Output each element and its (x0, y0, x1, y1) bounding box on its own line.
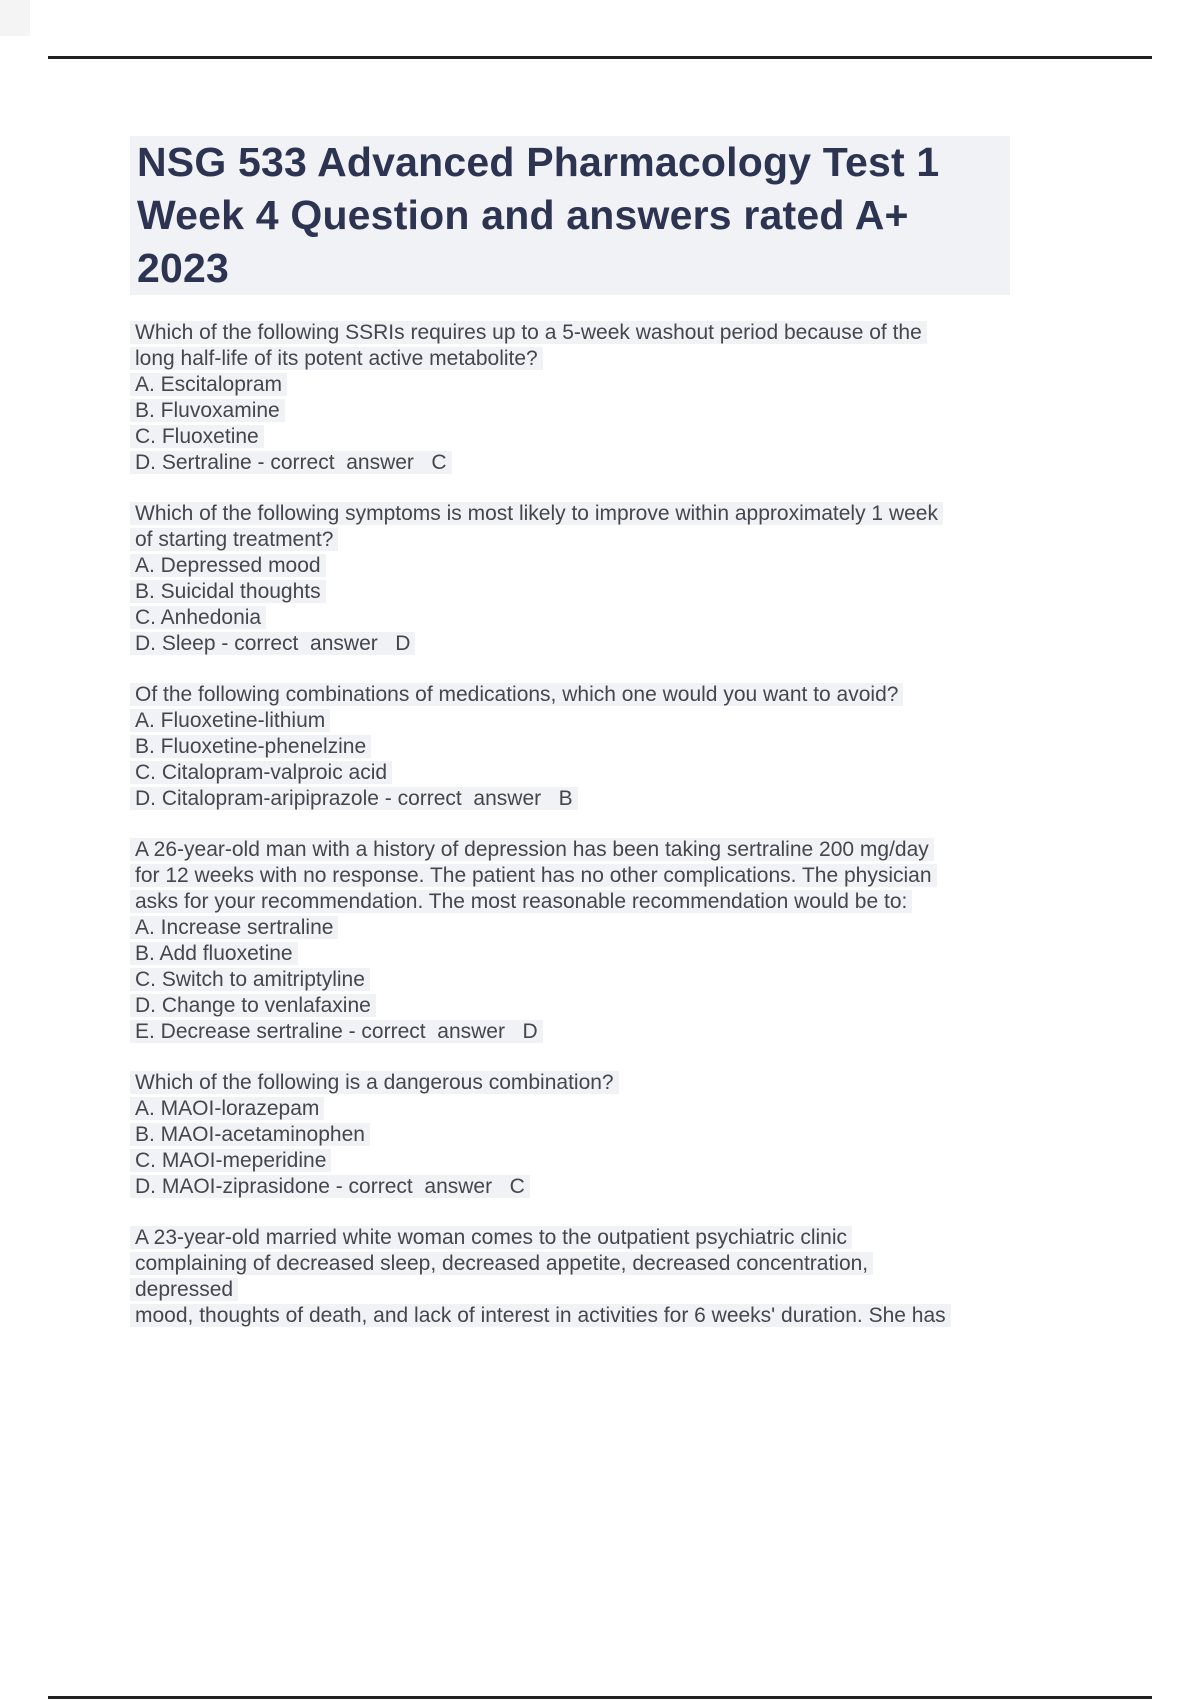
option-text: B. Suicidal thoughts (130, 580, 326, 603)
option-text: C. Citalopram-valproic acid (130, 761, 392, 784)
option-line (130, 967, 1090, 993)
question-text-line (130, 1070, 1090, 1096)
question-text: asks for your recommendation. The most reasonable recommendation would be to: (130, 890, 912, 913)
option-line (130, 424, 1090, 450)
option-text: A. Escitalopram (130, 373, 287, 396)
question-block-5 (130, 1070, 1090, 1200)
question-text: Which of the following SSRIs requires up to a 5-week washout period because of the (130, 321, 927, 344)
option-text: A. Depressed mood (130, 554, 326, 577)
answer-line (130, 1174, 1090, 1200)
page-title-line: NSG 533 Advanced Pharmacology Test 1 (137, 139, 940, 185)
option-line (130, 605, 1090, 631)
page-title-line: 2023 (137, 245, 230, 291)
answer-line (130, 631, 1090, 657)
question-text-line (130, 889, 1090, 915)
question-block-1 (130, 320, 1090, 476)
page-title-line: Week 4 Question and answers rated A+ (137, 192, 909, 238)
question-text: A 26-year-old man with a history of depression has been taking sertraline 200 mg/day (130, 838, 934, 861)
option-text: B. Add fluoxetine (130, 942, 298, 965)
question-text: Which of the following is a dangerous combination? (130, 1071, 619, 1094)
header-rule (48, 56, 1152, 59)
option-line (130, 1122, 1090, 1148)
page-corner-artifact (0, 0, 30, 36)
option-line (130, 1096, 1090, 1122)
option-text: B. Fluvoxamine (130, 399, 285, 422)
option-text: A. Increase sertraline (130, 916, 338, 939)
answer-text: D. MAOI-ziprasidone - correct answer C (130, 1175, 530, 1198)
option-text: C. MAOI-meperidine (130, 1149, 331, 1172)
option-text: A. Fluoxetine-lithium (130, 709, 330, 732)
option-line (130, 1148, 1090, 1174)
option-line (130, 734, 1090, 760)
question-text-line (130, 1277, 1090, 1303)
answer-line (130, 786, 1090, 812)
answer-text: D. Sleep - correct answer D (130, 632, 415, 655)
option-text: A. MAOI-lorazepam (130, 1097, 324, 1120)
option-line (130, 708, 1090, 734)
option-line (130, 941, 1090, 967)
answer-line (130, 450, 1090, 476)
question-text: Which of the following symptoms is most likely to improve within approximately 1 week (130, 502, 943, 525)
question-text-line (130, 682, 1090, 708)
answer-line (130, 1019, 1090, 1045)
answer-text: D. Citalopram-aripiprazole - correct answer B (130, 787, 578, 810)
question-text: mood, thoughts of death, and lack of interest in activities for 6 weeks' duration. She has (130, 1304, 951, 1327)
option-line (130, 915, 1090, 941)
question-text-line (130, 501, 1090, 527)
question-text: for 12 weeks with no response. The patient has no other complications. The physician (130, 864, 937, 887)
question-block-3 (130, 682, 1090, 812)
question-text-line (130, 1225, 1090, 1251)
question-text: long half-life of its potent active metabolite? (130, 347, 543, 370)
question-block-6 (130, 1225, 1090, 1329)
question-text-line (130, 320, 1090, 346)
option-line (130, 993, 1090, 1019)
question-text-line (130, 1251, 1090, 1277)
question-text-line (130, 863, 1090, 889)
question-text-line (130, 1303, 1090, 1329)
option-text: B. Fluoxetine-phenelzine (130, 735, 371, 758)
option-text: B. MAOI-acetaminophen (130, 1123, 370, 1146)
page-content (130, 136, 1090, 1329)
question-text: complaining of decreased sleep, decreased appetite, decreased concentration, (130, 1252, 873, 1275)
footer-rule (48, 1696, 1152, 1699)
question-block-2 (130, 501, 1090, 657)
option-text: C. Switch to amitriptyline (130, 968, 370, 991)
option-text: C. Anhedonia (130, 606, 266, 629)
question-block-4 (130, 837, 1090, 1045)
option-text: D. Change to venlafaxine (130, 994, 376, 1017)
page-title (130, 136, 1010, 295)
question-text: of starting treatment? (130, 528, 338, 551)
option-text: C. Fluoxetine (130, 425, 264, 448)
answer-text: D. Sertraline - correct answer C (130, 451, 452, 474)
question-text-line (130, 837, 1090, 863)
option-line (130, 760, 1090, 786)
option-line (130, 372, 1090, 398)
answer-text: E. Decrease sertraline - correct answer D (130, 1020, 543, 1043)
option-line (130, 553, 1090, 579)
option-line (130, 579, 1090, 605)
question-text-line (130, 346, 1090, 372)
question-text-line (130, 527, 1090, 553)
option-line (130, 398, 1090, 424)
question-text: Of the following combinations of medications, which one would you want to avoid? (130, 683, 903, 706)
question-text: depressed (130, 1278, 238, 1301)
question-text: A 23-year-old married white woman comes to the outpatient psychiatric clinic (130, 1226, 852, 1249)
